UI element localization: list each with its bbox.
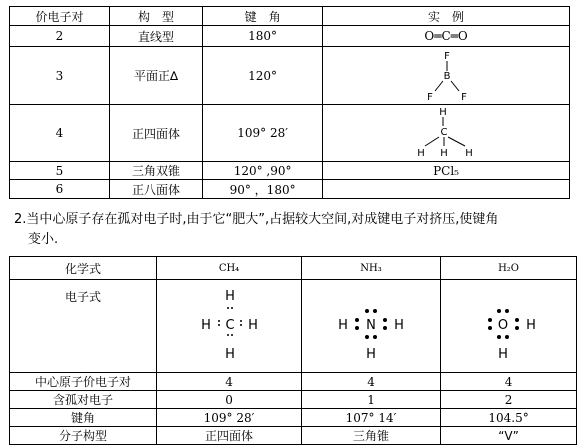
value-cell: 4 bbox=[157, 373, 302, 391]
pairs-cell: 6 bbox=[10, 180, 110, 199]
atom-b-center: B bbox=[443, 70, 451, 82]
pairs-cell: 2 bbox=[10, 26, 110, 47]
shape-cell: 平面正∆ bbox=[109, 47, 202, 105]
example-cell: PCl₅ bbox=[323, 162, 570, 180]
atom-h: H bbox=[525, 318, 536, 333]
header-pairs: 价电子对 bbox=[10, 7, 110, 26]
atom-h-left: H bbox=[417, 148, 425, 159]
example-cell bbox=[323, 180, 570, 199]
paragraph-line-2: 变小. bbox=[28, 232, 59, 247]
atom-f-left: F bbox=[427, 91, 433, 103]
lewis-nh3-cell bbox=[301, 280, 440, 373]
pairs-cell: 3 bbox=[10, 47, 110, 105]
header-ch4: CH₄ bbox=[157, 257, 302, 280]
header-nh3: NH₃ bbox=[301, 257, 440, 280]
header-example: 实 例 bbox=[323, 7, 570, 26]
row-label: 中心原子价电子对 bbox=[10, 373, 157, 391]
atom-h: H bbox=[338, 318, 348, 333]
table-row bbox=[10, 180, 570, 199]
ch4-lewis-structure bbox=[194, 287, 264, 365]
atom-f-top: F bbox=[444, 50, 450, 62]
value-cell: 1 bbox=[301, 391, 440, 409]
atom-h-mid: H bbox=[440, 148, 448, 159]
atom-h: H bbox=[225, 347, 235, 362]
atom-o: O bbox=[497, 318, 508, 333]
header-angle: 键 角 bbox=[203, 7, 323, 26]
paragraph-line-1: 2.当中心原子存在孤对电子时,由于它“肥大”,占据较大空间,对成键电子对挤压,使键角 bbox=[14, 212, 499, 227]
angle-cell: 90° ，180° bbox=[203, 180, 323, 199]
angle-cell: 120° ,90° bbox=[203, 162, 323, 180]
row-label: 键角 bbox=[10, 409, 157, 427]
angle-cell: 109° 28′ bbox=[203, 105, 323, 162]
row-label: 含孤对电子 bbox=[10, 391, 157, 409]
example-cell bbox=[323, 47, 570, 105]
nh3-lewis-structure bbox=[333, 287, 409, 365]
atom-h-right: H bbox=[465, 148, 473, 159]
shape-cell: 直线型 bbox=[109, 26, 202, 47]
row-label: 电子式 bbox=[10, 280, 157, 373]
atom-h: H bbox=[248, 318, 258, 333]
atom-h: H bbox=[497, 347, 508, 362]
ch4-structure bbox=[411, 106, 481, 160]
value-cell: 正四面体 bbox=[157, 427, 302, 445]
angle-cell: 180° bbox=[203, 26, 323, 47]
table-row bbox=[10, 373, 577, 391]
table-row bbox=[10, 409, 577, 427]
atom-f-right: F bbox=[461, 91, 467, 103]
lone-pair-table bbox=[9, 256, 577, 445]
header-shape: 构 型 bbox=[109, 7, 202, 26]
table-row bbox=[10, 391, 577, 409]
atom-h: H bbox=[366, 347, 376, 362]
shape-cell: 三角双锥 bbox=[109, 162, 202, 180]
table-row bbox=[10, 162, 570, 180]
value-cell: 109° 28′ bbox=[157, 409, 302, 427]
shape-cell: 正八面体 bbox=[109, 180, 202, 199]
table-row bbox=[10, 26, 570, 47]
header-h2o: H₂O bbox=[441, 257, 577, 280]
table-row bbox=[10, 105, 570, 162]
pairs-cell: 5 bbox=[10, 162, 110, 180]
example-cell bbox=[323, 105, 570, 162]
atom-h: H bbox=[394, 318, 404, 333]
shape-cell: 正四面体 bbox=[109, 105, 202, 162]
value-cell: 2 bbox=[441, 391, 577, 409]
value-cell: 4 bbox=[441, 373, 577, 391]
vsepr-table bbox=[9, 6, 570, 199]
explanation-paragraph bbox=[14, 210, 574, 250]
table-header-row bbox=[10, 7, 570, 26]
lewis-h2o-cell bbox=[441, 280, 577, 373]
h2o-lewis-structure bbox=[479, 287, 539, 365]
atom-h: H bbox=[225, 289, 235, 304]
table-row bbox=[10, 280, 577, 373]
pairs-cell: 4 bbox=[10, 105, 110, 162]
atom-h-top: H bbox=[439, 107, 447, 118]
atom-n: N bbox=[366, 318, 376, 333]
value-cell: 0 bbox=[157, 391, 302, 409]
atom-h: H bbox=[201, 318, 211, 333]
lewis-ch4-cell bbox=[157, 280, 302, 373]
value-cell: “V” bbox=[441, 427, 577, 445]
value-cell: 三角锥 bbox=[301, 427, 440, 445]
value-cell: 104.5° bbox=[441, 409, 577, 427]
table-row bbox=[10, 47, 570, 105]
bf3-structure bbox=[416, 49, 476, 103]
atom-c-center: C bbox=[440, 127, 448, 138]
angle-cell: 120° bbox=[203, 47, 323, 105]
value-cell: 107° 14′ bbox=[301, 409, 440, 427]
header-formula: 化学式 bbox=[10, 257, 157, 280]
example-cell: O═C═O bbox=[323, 26, 570, 47]
value-cell: 4 bbox=[301, 373, 440, 391]
row-label: 分子构型 bbox=[10, 427, 157, 445]
atom-c: C bbox=[225, 318, 235, 333]
table-header-row bbox=[10, 257, 577, 280]
